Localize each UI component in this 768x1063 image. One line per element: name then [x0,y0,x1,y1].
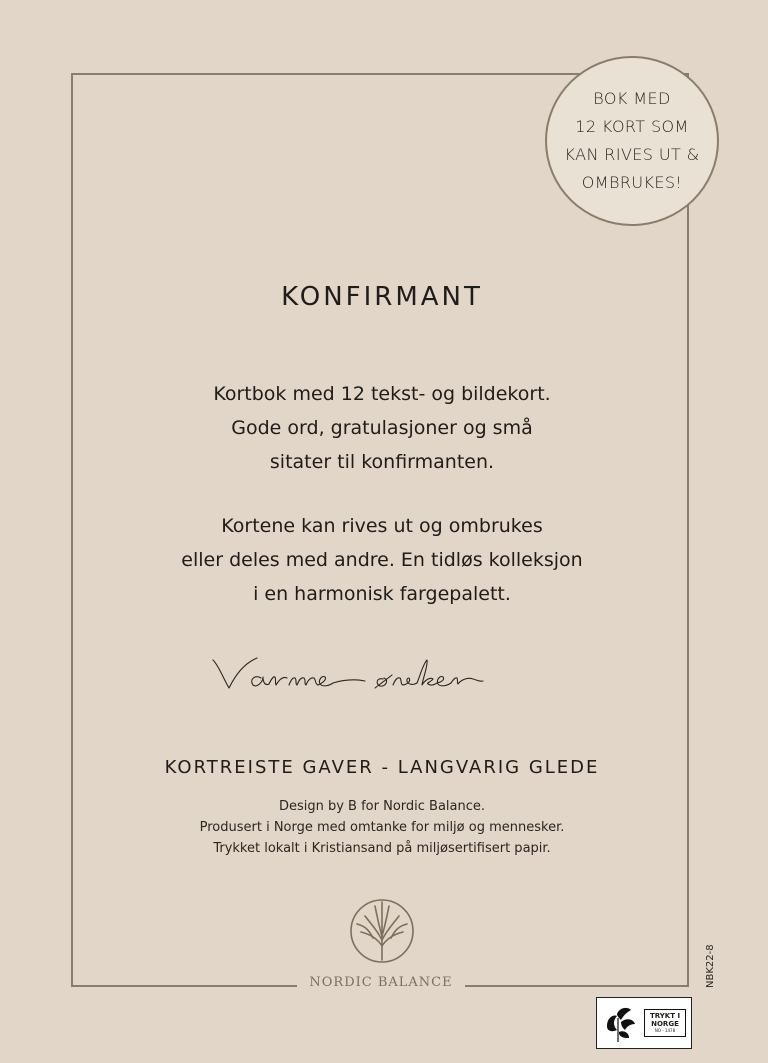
badge-line: BOK MED [593,89,671,108]
paragraph-line: Kortbok med 12 tekst- og bildekort. [213,383,551,405]
tagline: KORTREISTE GAVER - LANGVARIG GLEDE [164,757,600,778]
credits [71,796,693,859]
paragraph-line: eller deles med andre. En tidløs kolleksjon [181,549,583,571]
credit-line: Produsert i Norge med omtanke for miljø og mennesker. [199,820,565,835]
leaf-ecolabel-icon [601,1004,641,1048]
print-norway-box [644,1009,686,1037]
description-paragraph-1 [71,377,693,479]
page-title: KONFIRMANT [281,282,483,312]
badge-line: OMBRUKES! [581,173,683,192]
print-label-line: TRYKT I [649,1012,681,1020]
badge-line: 12 KORT SOM [575,117,689,136]
print-label-line: NORGE [651,1020,679,1028]
promo-badge [545,56,719,226]
paragraph-line: Kortene kan rives ut og ombrukes [221,515,543,537]
brand-name: NORDIC BALANCE [309,975,453,990]
print-label-line: NO - 1478 [654,1028,676,1033]
product-code: NBK22-8 [705,944,716,988]
credit-line: Trykket lokalt i Kristiansand på miljøsertifisert papir. [213,841,551,856]
credit-line: Design by B for Nordic Balance. [278,799,486,814]
tree-circle-icon [349,898,415,968]
paragraph-line: Gode ord, gratulasjoner og små [231,417,533,439]
paragraph-line: i en harmonisk fargepalett. [253,583,511,605]
print-label [596,997,692,1049]
badge-line: KAN RIVES UT & [564,145,700,164]
paragraph-line: sitater til konfirmanten. [269,451,495,473]
signature-script [205,650,565,704]
description-paragraph-2 [71,509,693,611]
